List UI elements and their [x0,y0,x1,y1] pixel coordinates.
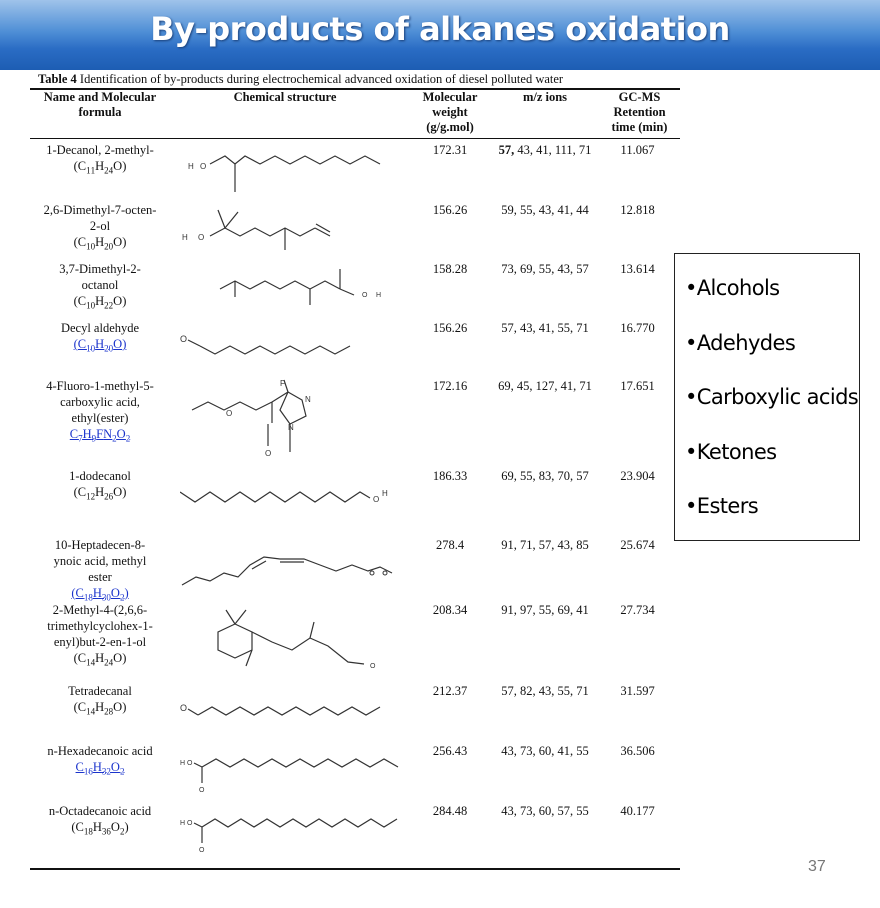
header-name-line2: formula [78,105,122,119]
header-mz-ions [495,90,595,105]
class-item: •Esters [685,494,759,518]
molecule-dimethyl-octenol-icon [180,202,410,262]
retention-time: 13.614 [620,262,655,276]
compound-name-line: ester [88,570,112,584]
mz-ions: 91, 97, 55, 69, 41 [501,603,589,617]
mz-ions [495,261,595,277]
svg-text:H: H [182,233,188,242]
title-banner [0,0,880,70]
svg-text:H: H [180,760,186,767]
molecular-weight: 284.48 [432,804,468,818]
compound-name [30,537,170,606]
compound-formula-link[interactable]: $C_7H_9FN_2O_2$ [69,427,131,444]
header-rt-line3: time (min) [611,120,668,134]
mz-ions-rest: 43, 41, 111, 71 [514,143,592,157]
compound-name [30,743,170,780]
svg-text:O: O [370,663,376,670]
compound-name [30,602,170,671]
svg-text:O: O [362,292,368,299]
molecule-dodecanol-icon [180,468,410,528]
compound-name-line: trimethylcyclohex-1- [47,619,153,633]
compound-name-line: 1-dodecanol [69,469,131,483]
svg-text:O: O [198,233,205,242]
molecule-2-methyl-1-decanol-icon [180,142,410,202]
class-item: •Ketones [685,440,777,464]
molecular-weight: 186.33 [432,469,468,483]
compound-formula: $(C_{12}H_{26}O)$ [73,485,127,502]
svg-text:O: O [199,787,205,794]
retention-time: 40.177 [620,804,655,818]
compound-name-line: carboxylic acid, [60,395,140,409]
compound-name-line: 2-ol [89,219,111,233]
slide-title: By-products of alkanes oxidation [150,10,730,48]
compound-name [30,803,170,840]
svg-text:O: O [265,449,272,458]
retention-time: 11.067 [620,143,655,157]
mz-ions-text: 73, 69, 55, 43, 57 [501,262,589,276]
svg-text:O: O [180,703,188,713]
mz-ions: 43, 73, 60, 41, 55 [501,744,589,758]
mz-ions: 43, 73, 60, 57, 55 [501,804,589,818]
header-mw-line3: (g/g.mol) [426,120,474,134]
compound-name-line: 4-Fluoro-1-methyl-5- [46,379,154,393]
compound-name-line: n-Hexadecanoic acid [47,744,153,758]
header-mz-label: m/z ions [522,90,568,104]
compound-name [30,142,170,179]
table-bottom-rule [30,868,680,870]
mz-ions: 57, 43, 41, 55, 71 [501,321,589,335]
molecular-weight: 156.26 [432,321,468,335]
svg-text:H: H [376,292,382,299]
compound-name-line: 2-Methyl-4-(2,6,6- [52,603,148,617]
svg-text:N: N [305,395,311,404]
retention-time: 12.818 [620,203,655,217]
table-caption [38,72,563,87]
svg-text:O: O [226,409,233,418]
molecule-stearic-acid-icon [180,803,410,863]
retention-time: 16.770 [620,321,655,335]
molecular-weight: 172.31 [432,143,468,157]
compound-name-line: enyl)but-2-en-1-ol [53,635,147,649]
header-mw-line2: weight [432,105,468,119]
molecule-dimethyl-octanol-icon [180,261,410,321]
svg-text:H: H [382,489,388,498]
table-caption-label: Table 4 [38,72,77,86]
compound-name-line: ynoic acid, methyl [53,554,147,568]
molecule-fluoro-imidazole-ester-icon [180,378,410,458]
mz-ions [495,142,595,158]
svg-text:O: O [373,495,380,504]
svg-text:F: F [280,379,285,388]
mz-ions: 69, 45, 127, 41, 71 [498,379,592,393]
compound-formula-link[interactable]: $(C_{10}H_{20}O)$ [73,337,127,354]
header-structure [180,90,390,105]
mz-ions: 57, 82, 43, 55, 71 [501,684,589,698]
compound-name-line: ethyl(ester) [71,411,129,425]
molecule-tetradecanal-icon [180,683,410,743]
compound-name-line: Decyl aldehyde [60,321,140,335]
table-caption-text: Identification of by-products during electrochemical advanced oxidation of diesel polluted water [79,72,564,86]
compound-formula: $(C_{18}H_{36}O_2)$ [71,820,129,837]
compound-name [30,261,170,314]
header-name [30,90,170,120]
compound-name [30,468,170,505]
compound-formula-link[interactable]: $(C_{18}H_{30}O_2)$ [71,586,129,603]
page-number: 37 [808,858,826,875]
mz-ions: 59, 55, 43, 41, 44 [501,203,589,217]
molecule-heptadecenynoate-icon [180,537,410,597]
svg-text:O: O [187,820,193,827]
header-retention-time [597,90,682,135]
compound-formula: $(C_{10}H_{22}O)$ [73,294,127,311]
molecular-weight: 256.43 [432,744,468,758]
molecular-weight: 208.34 [432,603,468,617]
retention-time: 17.651 [620,379,655,393]
class-item: •Carboxylic acids [685,385,859,409]
compound-name-line: 10-Heptadecen-8- [54,538,146,552]
header-structure-label: Chemical structure [233,90,337,104]
compound-name [30,683,170,720]
header-rt-line1: GC-MS [618,90,661,104]
compound-name [30,202,170,255]
compound-name [30,320,170,357]
svg-text:O: O [187,760,193,767]
mz-ions-bold: 57, [498,143,515,157]
molecular-weight: 156.26 [432,203,468,217]
compound-name-line: Tetradecanal [68,684,132,698]
header-rt-line2: Retention [613,105,666,119]
class-item: •Alcohols [685,276,780,300]
svg-text:O: O [199,847,205,854]
compound-formula: $(C_{14}H_{28}O)$ [73,700,127,717]
compound-name [30,378,170,447]
compound-name-line: 2,6-Dimethyl-7-octen- [43,203,157,217]
molecular-weight: 212.37 [432,684,468,698]
retention-time: 36.506 [620,744,655,758]
compound-name-line: 3,7-Dimethyl-2- [59,262,141,276]
compound-name-line: octanol [81,278,119,292]
mz-ions: 69, 55, 83, 70, 57 [501,469,589,483]
compound-name-line: n-Octadecanoic acid [48,804,152,818]
compound-formula-link[interactable]: $C_{16}H_{32}O_2$ [75,760,125,777]
svg-text:O: O [200,162,207,171]
molecular-weight: 278.4 [435,538,465,552]
svg-text:O: O [180,334,188,344]
molecule-palmitic-acid-icon [180,743,410,803]
retention-time: 23.904 [620,469,655,483]
mz-ions: 91, 71, 57, 43, 85 [501,538,589,552]
retention-time: 25.674 [620,538,655,552]
table-header-rule [30,138,680,139]
retention-time: 31.597 [620,684,655,698]
header-mw-line1: Molecular [422,90,478,104]
header-name-line1: Name and Molecular [43,90,157,104]
class-item: •Adehydes [685,331,796,355]
compound-formula: $(C_{11}H_{24}O)$ [73,159,127,176]
svg-text:N: N [288,423,294,432]
molecule-cyclohexenyl-butenol-icon [180,602,410,672]
header-molecular-weight [410,90,490,135]
byproduct-classes-box [674,253,860,541]
compound-formula: $(C_{10}H_{20}O)$ [73,235,127,252]
molecular-weight: 172.16 [432,379,468,393]
molecular-weight: 158.28 [432,262,468,276]
compound-name-line: 1-Decanol, 2-methyl- [46,143,154,157]
compound-formula: $(C_{14}H_{24}O)$ [73,651,127,668]
molecule-decanal-icon [180,320,410,380]
svg-text:H: H [188,162,194,171]
retention-time: 27.734 [620,603,655,617]
svg-text:H: H [180,820,186,827]
